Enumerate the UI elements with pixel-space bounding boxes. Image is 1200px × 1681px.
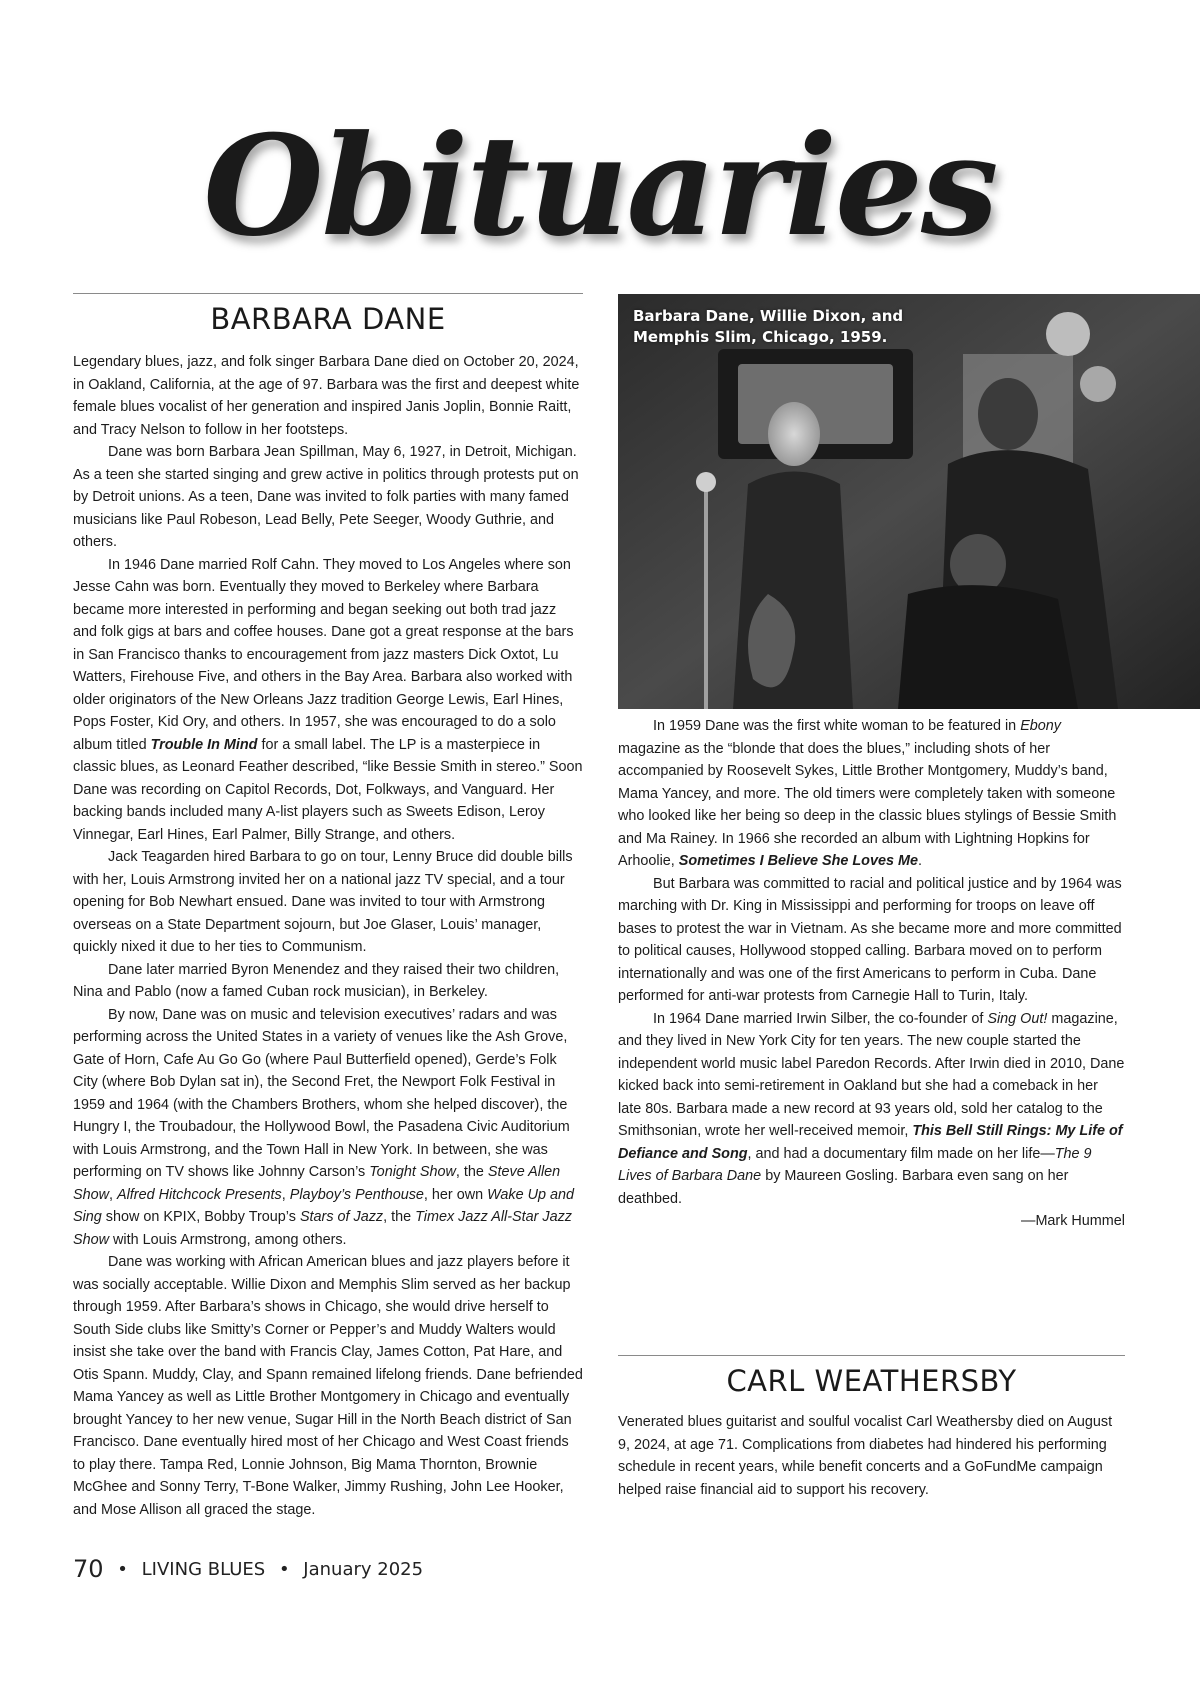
photo-image: [618, 294, 1200, 709]
page-number: 70: [73, 1555, 104, 1583]
author-signoff: —Mark Hummel: [1021, 1213, 1125, 1229]
left-top-rule: [73, 293, 583, 294]
photo-dane-dixon-slim: [618, 294, 1200, 709]
paragraph: But Barbara was committed to racial and political justice and by 1964 was marching with Dr. King in Mississippi and performing for troops on leave off bases to protest the war in Vietnam. As she became more and more committed to political causes, Hollywood stopped calling. Barbara moved on to perform internationally and was one of the first Americans to perform in Cuba. Dane performed for anti-war protests from Carnegie Hall to Turin, Italy.: [618, 875, 1122, 1004]
paragraph: Dane was working with African American blues and jazz players before it was socially acceptable. Willie Dixon and Memphis Slim served as her backup through 1959. After Barbara’s shows in Chicago, she would drive herself to South Side clubs like Smitty’s Corner or Pepper’s and Muddy Walters would insist she take over the band with Francis Clay, James Cotton, Pat Hare, and Otis Spann. Muddy, Clay, and Spann remained lifelong friends. Dane befriended Mama Yancey as well as Little Brother Montgomery in Chicago and eventually brought Yancey to her new venue, Sugar Hill in the North Beach district of San Francisco. Dane eventually hired most of her Chicago and West Coast friends to play there. Tampa Red, Lonnie Johnson, Big Mama Thornton, Brownie McGhee and Sonny Terry, T-Bone Walker, Jimmy Rushing, John Lee Hooker, and Mose Allison all graced the stage.: [73, 1254, 583, 1518]
paragraph: Legendary blues, jazz, and folk singer Barbara Dane died on October 20, 2024, in Oakland, California, at the age of 97. Barbara was the first and deepest white female blues vocalist of her generation and inspired Janis Joplin, Bonnie Raitt, and Tracy Nelson to follow in her footsteps.: [73, 354, 580, 438]
footer-bullet: •: [278, 1559, 290, 1580]
paragraph: In 1959 Dane was the first white woman to be featured in Ebony magazine as the “blonde that does the blues,” including shots of her accompanied by Roosevelt Sykes, Little Brother Montgomery, Muddy’s band, Mama Yancey, and more. The old timers were completely taken with someone who looked like her being so deep in the classic blues stylings of Bessie Smith and Ma Rainey. In 1966 she recorded an album with Lightning Hopkins for Arhoolie, Sometimes I Believe She Loves Me.: [618, 718, 1117, 869]
magazine-name: LIVING BLUES: [141, 1559, 266, 1580]
masthead-title: Obituaries: [203, 104, 997, 267]
photo-caption: Barbara Dane, Willie Dixon, and Memphis Slim, Chicago, 1959.: [633, 307, 904, 346]
paragraph: By now, Dane was on music and television executives’ radars and was performing across the United States in a variety of venues like the Ash Grove, Gate of Horn, Cafe Au Go Go (where Paul Butterfield opened), Gerde’s Folk City (where Bob Dylan sat in), the Second Fret, the Newport Folk Festival in 1959 and 1964 (with the Chambers Brothers, whom she helped discover), the Hungry I, the Troubadour, the Hollywood Bowl, the Pasadena Civic Auditorium with Louis Armstrong, and the Town Hall in New York. In between, she was performing on TV shows like Johnny Carson’s Tonight Show, the Steve Allen Show, Alfred Hitchcock Presents, Playboy’s Penthouse, her own Wake Up and Sing show on KPIX, Bobby Troup’s Stars of Jazz, the Timex Jazz All-Star Jazz Show with Louis Armstrong, among others.: [73, 1006, 575, 1248]
article-heading-dane: BARBARA DANE: [210, 302, 446, 336]
footer-bullet: •: [117, 1559, 128, 1580]
article-column-weathersby: [618, 1411, 1125, 1501]
article-column-left: [73, 351, 583, 1681]
paragraph: Dane was born Barbara Jean Spillman, May 6, 1927, in Detroit, Michigan. As a teen she started singing and grew active in politics through protests put on by Detroit unions. As a teen, Dane was invited to folk parties with many famed musicians like Paul Robeson, Lead Belly, Pete Seeger, Woody Guthrie, and others.: [73, 444, 579, 550]
paragraph: In 1964 Dane married Irwin Silber, the co-founder of Sing Out! magazine, and they lived in New York City for ten years. The new couple started the independent world music label Paredon Records. After Irwin died in 2010, Dane kicked back into semi-retirement in Oakland but she had a comeback in her late 80s. Barbara made a new record at 93 years old, sold her catalog to the Smithsonian, wrote her well-received memoir, This Bell Still Rings: My Life of Defiance and Song, and had a documentary film made on her life—The 9 Lives of Barbara Dane by Maureen Gosling. Barbara even sang on her deathbed.: [618, 1010, 1125, 1207]
memoir-title: This Bell Still Rings: My Life of Defiance and Song: [618, 1123, 1123, 1162]
issue-date: January 2025: [303, 1559, 424, 1580]
masthead: [0, 96, 1200, 276]
paragraph: Dane later married Byron Menendez and they raised their two children, Nina and Pablo (now a famed Cuban rock musician), in Berkeley.: [73, 961, 560, 1000]
paragraph: In 1946 Dane married Rolf Cahn. They moved to Los Angeles where son Jesse Cahn was born. Eventually they moved to Berkeley where Barbara became more interested in performing and began seeking out both trad jazz and folk gigs at bars and coffee houses. Dane got a great response at the bars in San Francisco thanks to encouragement from jazz masters Dick Oxtot, Lu Watters, Firehouse Five, and others in the Bay Area. Barbara also worked with older originators of the New Orleans Jazz tradition George Lewis, Earl Hines, Pops Foster, Kid Ory, and others. In 1957, she was encouraged to do a solo album titled Trouble In Mind for a small label. The LP is a masterpiece in classic blues, as Leonard Feather described, “like Bessie Smith in stereo.” Soon Dane was recording on Capitol Records, Dot, Folkways, and Vanguard. Her backing bands included many A-list players such as Sweets Edison, Leroy Vinnegar, Earl Hines, Earl Palmer, Billy Strange, and others.: [73, 556, 583, 843]
paragraph: Venerated blues guitarist and soulful vocalist Carl Weathersby died on August 9, 2024, at age 71. Complications from diabetes had hindered his performing schedule in recent years, while benefit concerts and a GoFundMe campaign helped raise financial aid to support his recovery.: [618, 1414, 1113, 1498]
page-footer: [73, 1555, 423, 1583]
article-heading-weathersby: CARL WEATHERSBY: [726, 1364, 1017, 1398]
album-title: Sometimes I Believe She Loves Me: [678, 853, 918, 869]
article-column-right: [618, 715, 1125, 1233]
paragraph: Jack Teagarden hired Barbara to go on tour, Lenny Bruce did double bills with her, Louis Armstrong invited her on a national jazz TV special, and a tour opening for Bob Newhart ensued. Dane was invited to tour with Armstrong overseas on a State Department sojourn, but Joe Glaser, Louis’ manager, quickly nixed it due to her ties to Communism.: [73, 849, 573, 955]
right-section-rule: [618, 1355, 1125, 1356]
album-title: Trouble In Mind: [150, 736, 258, 753]
